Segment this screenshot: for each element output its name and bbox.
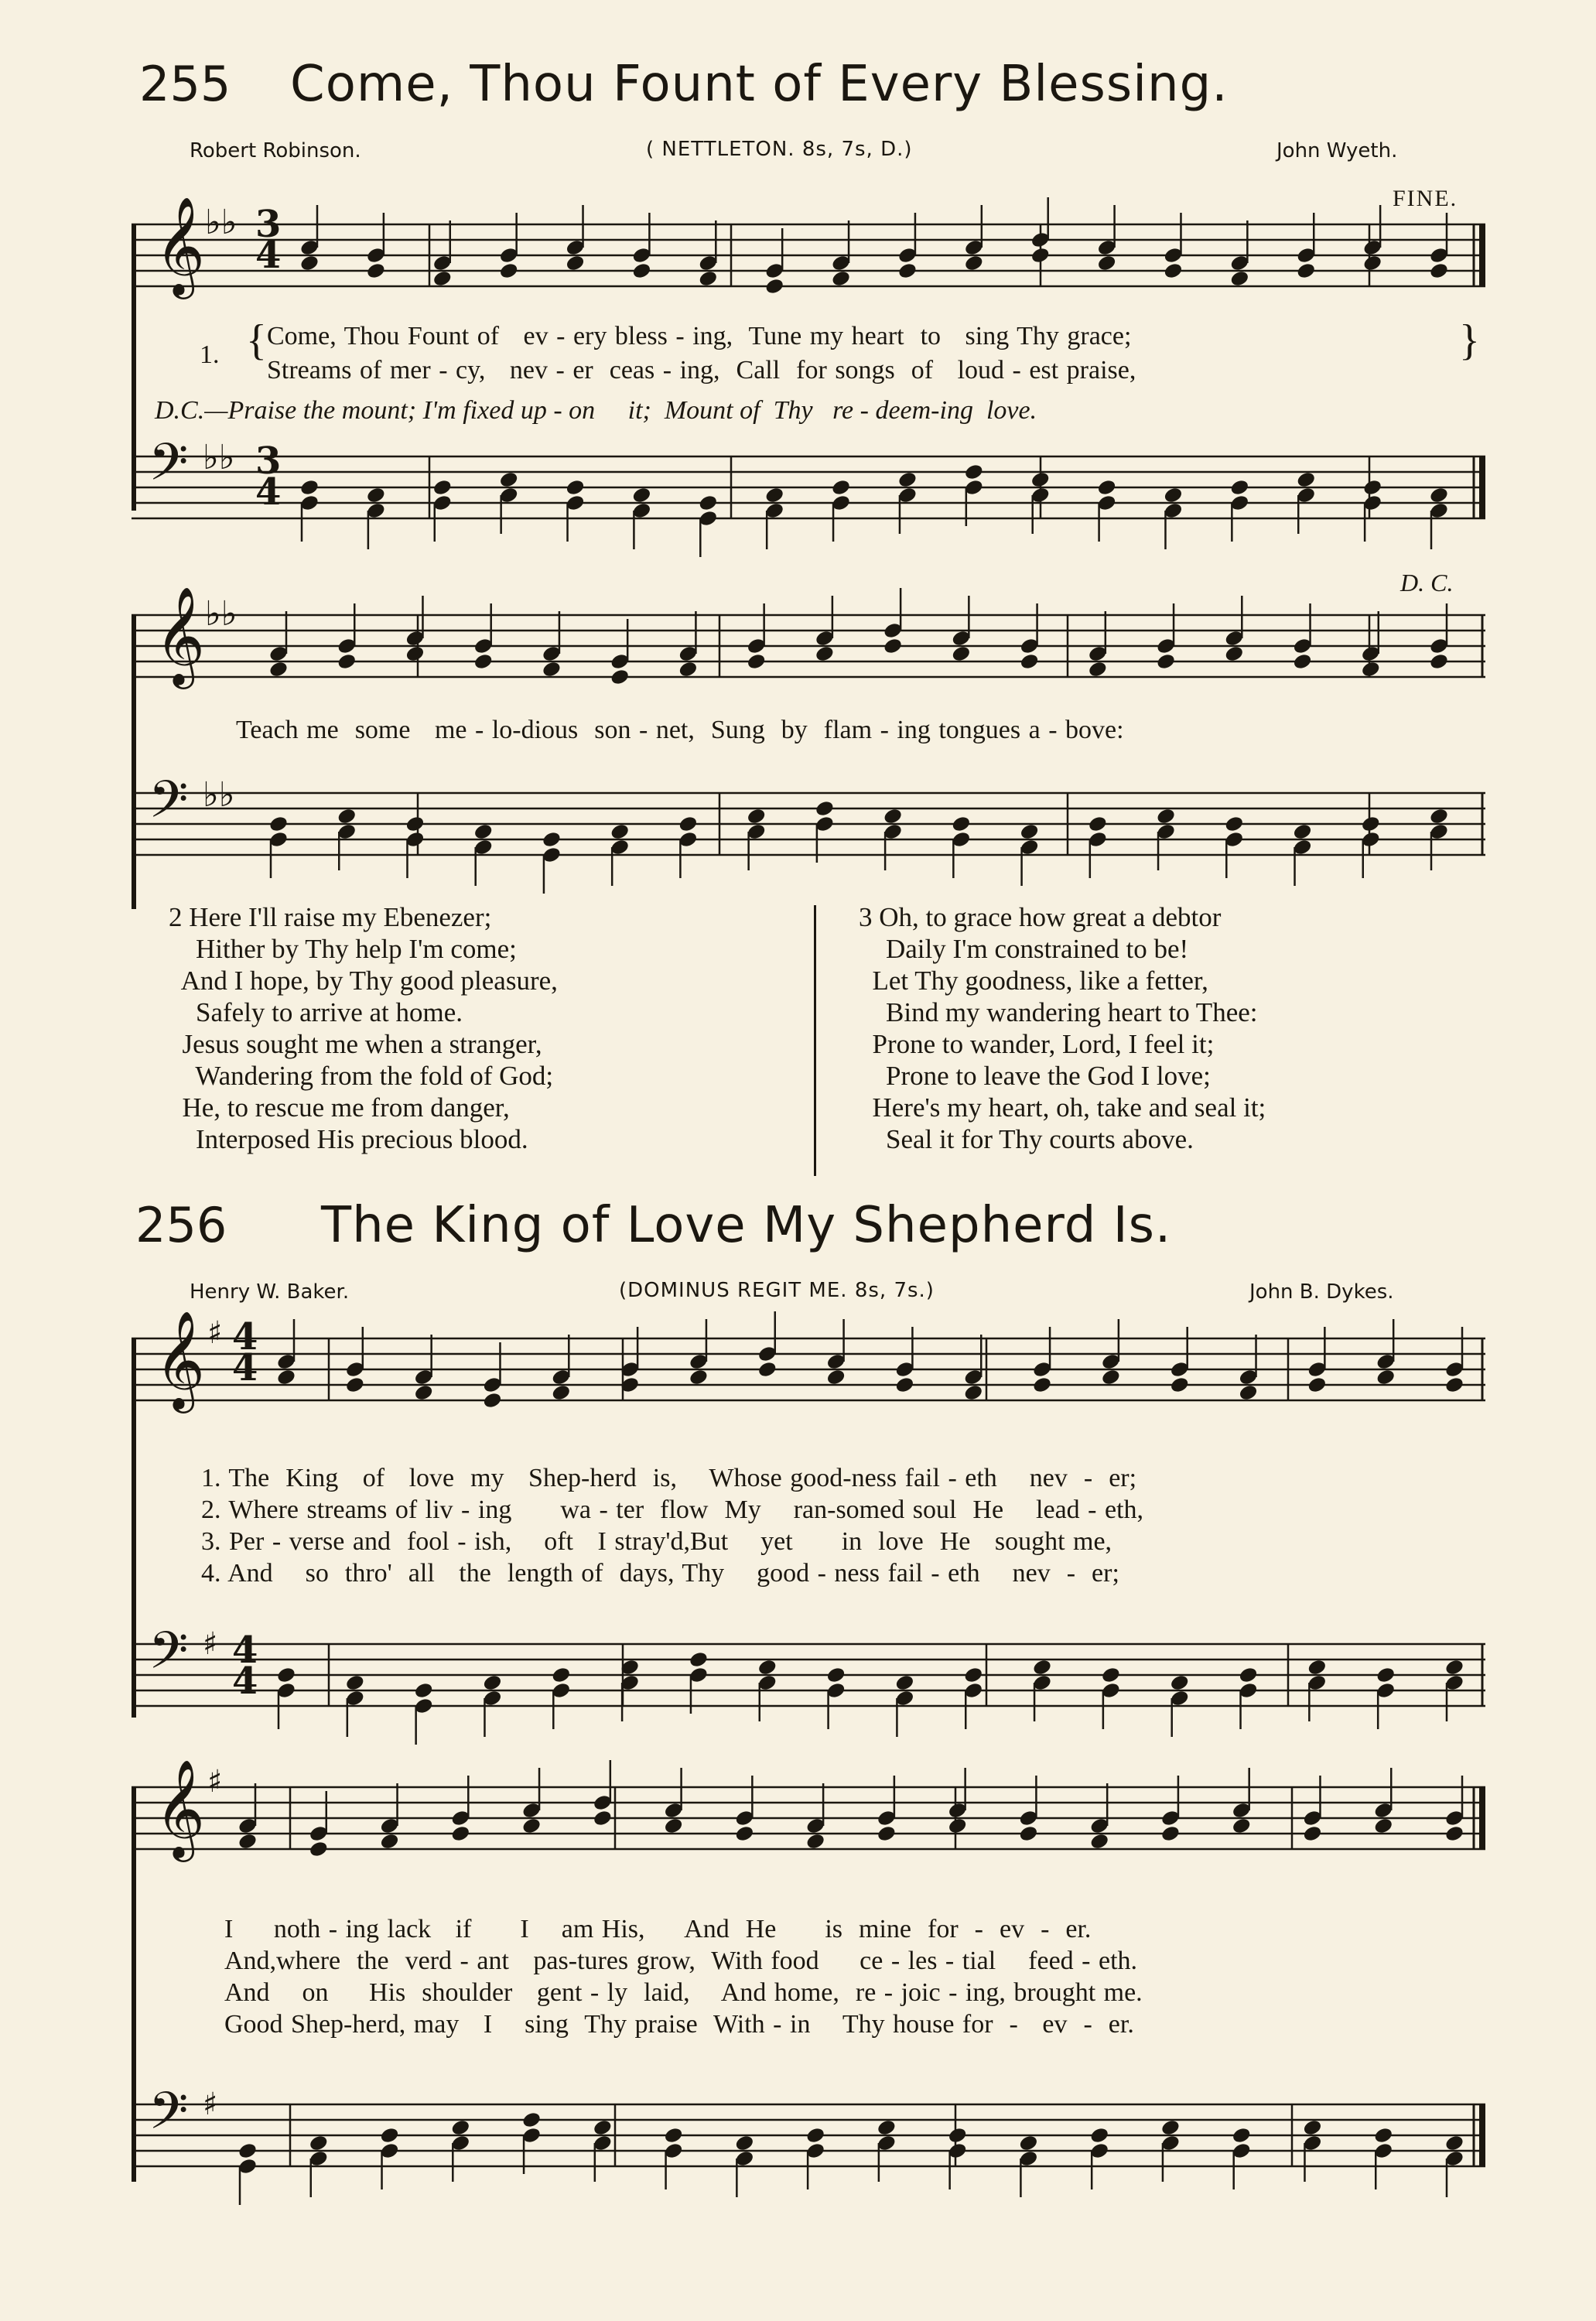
note-head	[551, 1383, 572, 1402]
hymn-256-verse-3b: And on His shoulder gent - ly laid, And home, re - joic - ing, brought me.	[224, 1978, 1143, 2007]
note-head	[450, 2118, 471, 2137]
time-signature: 4 4	[232, 1315, 258, 1390]
stanza-line: Let Thy goodness, like a fetter,	[859, 966, 1208, 996]
note-head	[1101, 1368, 1122, 1386]
note-head	[831, 478, 852, 497]
time-signature: 3 4	[255, 439, 282, 514]
note-head	[542, 830, 562, 849]
left-brace: {	[246, 316, 267, 364]
note-head	[764, 486, 785, 504]
note-head	[344, 1376, 365, 1394]
note-head	[663, 1817, 684, 1835]
time-signature: 3 4	[255, 203, 282, 277]
note-head	[1429, 261, 1450, 280]
note-head	[482, 1673, 503, 1692]
note-head	[432, 269, 453, 288]
note-head	[1087, 660, 1108, 679]
note-head	[276, 1368, 297, 1386]
note-head	[1224, 644, 1245, 663]
stanza-line: Jesus sought me when a stranger,	[169, 1029, 542, 1059]
note-head	[1030, 246, 1051, 265]
note-head	[883, 807, 904, 826]
note-head	[1018, 2134, 1039, 2152]
right-brace: }	[1459, 316, 1480, 364]
note-head	[1302, 2118, 1323, 2137]
note-head	[592, 1809, 613, 1827]
sharp-icon: ♯	[207, 1764, 223, 1800]
note-head	[379, 2126, 400, 2145]
hymn-256-verse-3a: 3. Per - verse and fool - ish, oft I stray'd,But yet in love He sought me,	[201, 1527, 1112, 1556]
note-head	[963, 254, 984, 272]
note-head	[1229, 478, 1250, 497]
stanza-line: Hither by Thy help I'm come;	[169, 934, 517, 964]
note-head	[1032, 1658, 1053, 1677]
note-head	[337, 807, 357, 826]
note-head	[1156, 807, 1177, 826]
bass-clef-icon: 𝄢	[149, 432, 189, 504]
note-head	[1032, 1376, 1053, 1394]
note-head	[551, 1666, 572, 1684]
sharp-icon: ♯	[203, 2087, 218, 2122]
sharp-icon: ♯	[207, 1315, 223, 1351]
note-head	[238, 1832, 258, 1851]
note-head	[498, 261, 519, 280]
note-head	[1307, 1658, 1328, 1677]
note-head	[1429, 486, 1450, 504]
note-head	[1360, 815, 1381, 833]
hymn-256-author: Henry W. Baker.	[190, 1280, 350, 1304]
note-head	[1018, 1824, 1039, 1843]
treble-clef-icon: 𝄞	[155, 1759, 206, 1858]
note-head	[1096, 478, 1117, 497]
note-head	[963, 463, 984, 481]
note-head	[610, 668, 631, 686]
note-head	[1169, 1376, 1190, 1394]
note-head	[1163, 486, 1184, 504]
note-head	[482, 1391, 503, 1410]
stanza-line: Prone to leave the God I love;	[859, 1061, 1211, 1091]
hymn-256-verse-1b: I noth - ing lack if I am His, And He is mine for - ev - er.	[224, 1915, 1092, 1943]
hymn-255-author: Robert Robinson.	[190, 139, 361, 162]
stanza-line: Daily I'm constrained to be!	[859, 934, 1189, 964]
note-head	[815, 799, 836, 818]
note-head	[413, 1383, 434, 1402]
note-head	[620, 1376, 641, 1394]
note-head	[1292, 822, 1313, 841]
note-head	[1429, 652, 1450, 671]
hymn-255-dc-line: D.C.—Praise the mount; I'm fixed up - on it; Mount of Thy re - deem-ing love.	[155, 396, 1037, 425]
note-head	[542, 660, 562, 679]
note-head	[894, 1376, 915, 1394]
note-head	[947, 2126, 968, 2145]
bass-clef-icon: 𝄢	[149, 2081, 189, 2153]
note-head	[366, 486, 387, 504]
treble-clef-icon: 𝄞	[155, 1310, 206, 1409]
treble-clef-icon: 𝄞	[155, 586, 206, 685]
note-head	[1156, 652, 1177, 671]
note-head	[1302, 1824, 1323, 1843]
note-head	[299, 254, 320, 272]
note-head	[831, 269, 852, 288]
note-head	[1444, 1376, 1465, 1394]
note-head	[337, 652, 357, 671]
bass-clef-icon: 𝄢	[149, 1621, 189, 1693]
note-head	[268, 815, 289, 833]
note-head	[238, 2142, 258, 2160]
note-head	[405, 815, 425, 833]
note-head	[1296, 261, 1317, 280]
hymn-256-composer: John B. Dykes.	[1249, 1280, 1394, 1304]
note-head	[734, 1824, 755, 1843]
note-head	[897, 470, 918, 489]
stanza-line: Prone to wander, Lord, I feel it;	[859, 1029, 1215, 1059]
note-head	[1307, 1376, 1328, 1394]
hymn-255-dc-mark: D. C.	[1400, 569, 1454, 596]
note-head	[805, 2126, 826, 2145]
note-head	[757, 1360, 777, 1379]
note-head	[877, 1824, 897, 1843]
note-head	[1238, 1383, 1259, 1402]
note-head	[276, 1666, 297, 1684]
hymn-255-lyric-line-1: Come, Thou Fount of ev - ery bless - ing, Tune my heart to sing Thy grace;	[267, 322, 1132, 350]
note-head	[894, 1673, 915, 1692]
stanza-line: And I hope, by Thy good pleasure,	[169, 966, 558, 996]
note-head	[698, 269, 719, 288]
note-head	[963, 1666, 984, 1684]
note-head	[1160, 1824, 1181, 1843]
note-head	[951, 644, 972, 663]
verse-number: 1.	[200, 340, 220, 369]
note-head	[268, 660, 289, 679]
note-head	[1030, 470, 1051, 489]
note-head	[1376, 1666, 1396, 1684]
stanza-line: Bind my wandering heart to Thee:	[859, 997, 1258, 1027]
hymn-255-fine-mark: FINE.	[1393, 186, 1458, 211]
note-head	[308, 1840, 329, 1858]
note-head	[379, 1832, 400, 1851]
hymn-256-tune: (DOMINUS REGIT ME. 8s, 7s.)	[619, 1279, 935, 1302]
treble-clef-icon: 𝄞	[155, 196, 206, 295]
flat-icon: ♭♭	[203, 438, 235, 477]
note-head	[1360, 660, 1381, 679]
note-head	[825, 1368, 846, 1386]
note-head	[746, 652, 767, 671]
note-head	[592, 2118, 613, 2137]
note-head	[450, 1824, 471, 1843]
hymn-255-number: 255	[139, 56, 231, 112]
stanza-line: 2 Here I'll raise my Ebenezer;	[169, 902, 492, 932]
hymn-256-verse-4a: 4. And so thro' all the length of days, Thy good - ness fail - eth nev - er;	[201, 1559, 1119, 1588]
note-head	[734, 2134, 755, 2152]
hymn-256-verse-1a: 1. The King of love my Shep-herd is, Whose good-ness fail - eth nev - er;	[201, 1464, 1137, 1492]
note-head	[947, 1817, 968, 1835]
note-head	[1089, 1832, 1110, 1851]
note-head	[1224, 815, 1245, 833]
note-head	[678, 660, 699, 679]
note-head	[308, 2134, 329, 2152]
hymn-256-verse-2b: And,where the verd - ant pas-tures grow, With food ce - les - tial feed - eth.	[224, 1947, 1138, 1975]
note-head	[498, 470, 519, 489]
note-head	[1101, 1666, 1122, 1684]
note-head	[1444, 2134, 1465, 2152]
hymn-255-lyric-line-2: Streams of mer - cy, nev - er ceas - ing, Call for songs of loud - est praise,	[267, 356, 1136, 385]
note-head	[1160, 2118, 1181, 2137]
note-head	[877, 2118, 897, 2137]
note-head	[413, 1681, 434, 1700]
note-head	[299, 478, 320, 497]
note-head	[473, 652, 494, 671]
note-head	[565, 254, 586, 272]
bass-clef-icon: 𝄢	[149, 770, 189, 842]
note-head	[521, 1817, 542, 1835]
hymn-256-number: 256	[135, 1197, 227, 1253]
note-head	[366, 261, 387, 280]
note-head	[1087, 815, 1108, 833]
note-head	[1373, 1817, 1394, 1835]
note-head	[1373, 2126, 1394, 2145]
flat-icon: ♭♭	[203, 775, 235, 815]
note-head	[1019, 652, 1040, 671]
note-head	[405, 644, 425, 663]
note-head	[521, 2111, 542, 2129]
note-head	[815, 644, 836, 663]
hymn-256-verse-4b: Good Shep-herd, may I sing Thy praise With - in Thy house for - ev - er.	[224, 2010, 1134, 2039]
note-head	[757, 1658, 777, 1677]
note-head	[1163, 261, 1184, 280]
note-head	[432, 478, 453, 497]
note-head	[698, 494, 719, 512]
note-head	[663, 2126, 684, 2145]
note-head	[1362, 478, 1383, 497]
note-head	[1089, 2126, 1110, 2145]
note-head	[620, 1658, 641, 1677]
note-head	[1231, 2126, 1252, 2145]
hymn-255-composer: John Wyeth.	[1276, 139, 1398, 162]
note-head	[1444, 1824, 1465, 1843]
stanza-line: Wandering from the fold of God;	[169, 1061, 554, 1091]
note-head	[963, 1383, 984, 1402]
note-head	[883, 637, 904, 655]
note-head	[610, 822, 631, 841]
stanza-line: Interposed His precious blood.	[169, 1124, 528, 1154]
stanza-line: Safely to arrive at home.	[169, 997, 463, 1027]
stanza-line: 3 Oh, to grace how great a debtor	[859, 902, 1222, 932]
note-head	[1229, 269, 1250, 288]
note-head	[1376, 1368, 1396, 1386]
hymn-255-title: Come, Thou Fount of Every Blessing.	[290, 56, 1229, 113]
note-head	[473, 822, 494, 841]
note-head	[689, 1368, 709, 1386]
note-head	[1444, 1658, 1465, 1677]
note-head	[1231, 1817, 1252, 1835]
note-head	[951, 815, 972, 833]
note-head	[1296, 470, 1317, 489]
hymn-256-verse-2a: 2. Where streams of liv - ing wa - ter flow My ran-somed soul He lead - eth,	[201, 1495, 1144, 1524]
flat-icon: ♭♭	[205, 203, 238, 242]
note-head	[689, 1650, 709, 1669]
note-head	[1362, 254, 1383, 272]
note-head	[764, 277, 785, 296]
time-signature: 4 4	[232, 1629, 258, 1703]
note-head	[1169, 1673, 1190, 1692]
note-head	[1238, 1666, 1259, 1684]
note-head	[805, 1832, 826, 1851]
note-head	[344, 1673, 365, 1692]
note-head	[631, 261, 652, 280]
hymn-255-tune: ( NETTLETON. 8s, 7s, D.)	[646, 138, 913, 161]
note-head	[825, 1666, 846, 1684]
hymn-255-lyric-line-3: Teach me some me - lo-dious son - net, Sung by flam - ing tongues a - bove:	[236, 716, 1124, 744]
stanza-line: He, to rescue me from danger,	[169, 1092, 510, 1123]
note-head	[565, 478, 586, 497]
note-head	[1292, 652, 1313, 671]
sharp-icon: ♯	[203, 1626, 218, 1662]
note-head	[1429, 807, 1450, 826]
flat-icon: ♭♭	[205, 594, 238, 634]
note-head	[631, 486, 652, 504]
note-head	[1096, 254, 1117, 272]
stanza-line: Here's my heart, oh, take and seal it;	[859, 1092, 1266, 1123]
note-head	[1019, 822, 1040, 841]
note-head	[897, 261, 918, 280]
hymn-256-title: The King of Love My Shepherd Is.	[321, 1197, 1172, 1254]
note-head	[678, 815, 699, 833]
stanza-line: Seal it for Thy courts above.	[859, 1124, 1194, 1154]
note-head	[746, 807, 767, 826]
